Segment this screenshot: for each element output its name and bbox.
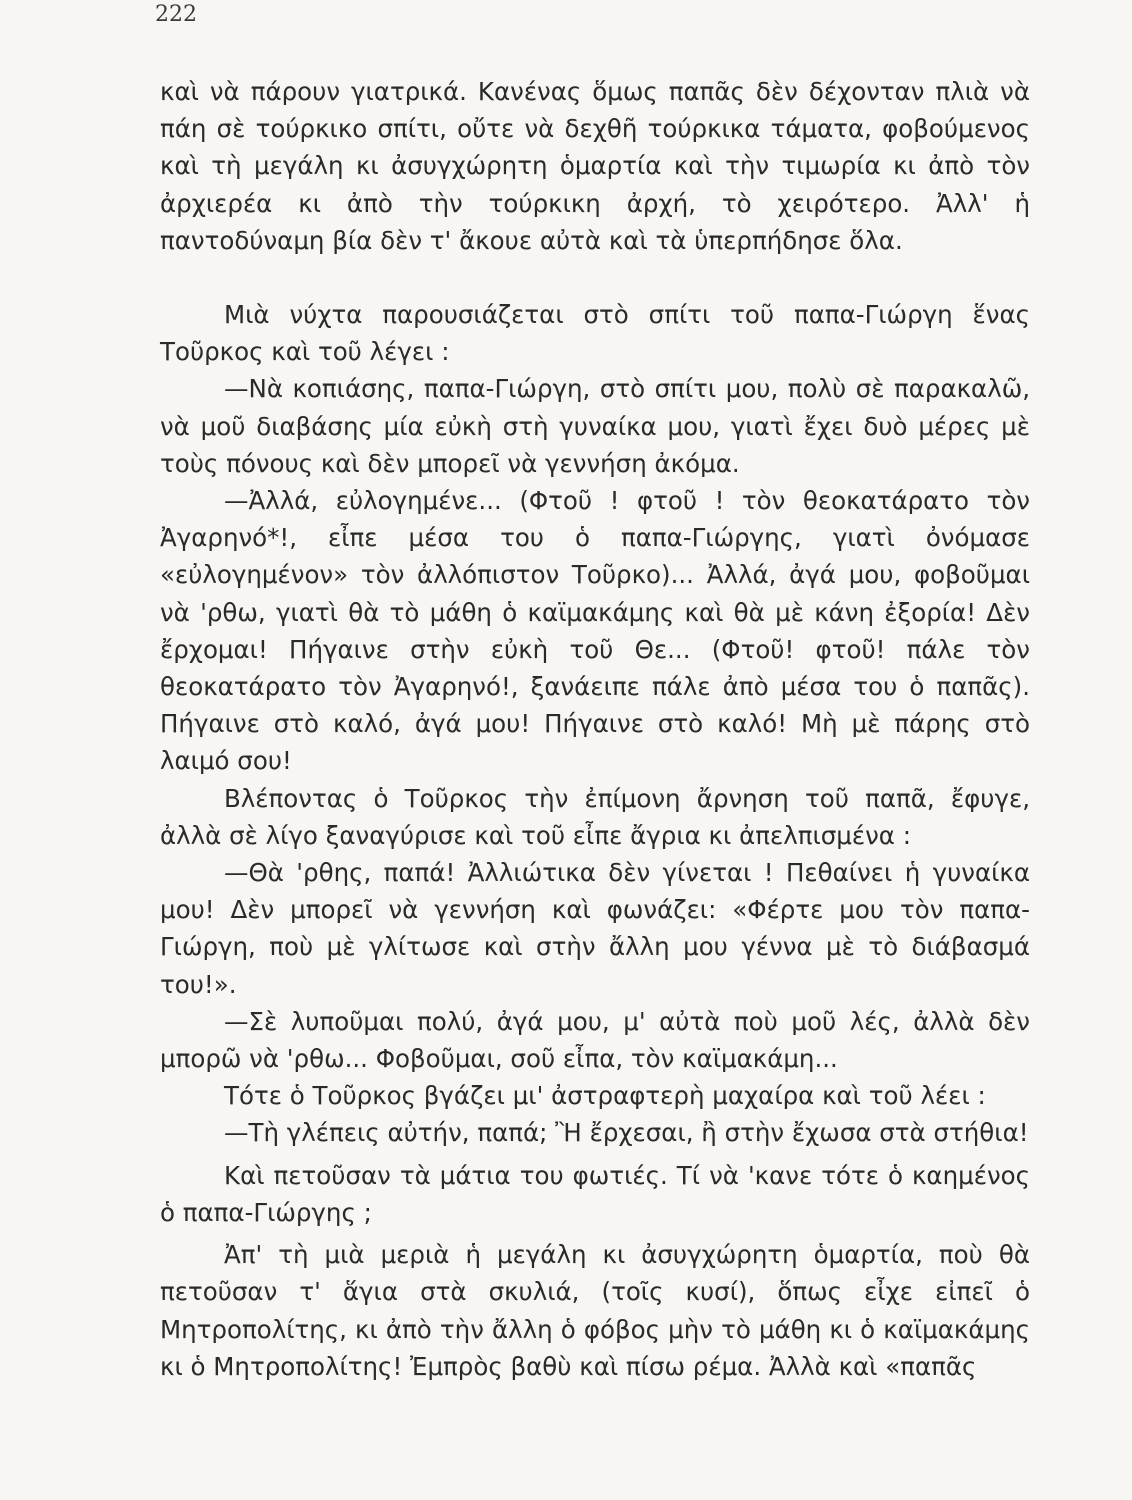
paragraph-5: Βλέποντας ὁ Τοῦρκος τὴν ἐπίμονη ἄρνηση τοῦ παπᾶ, ἔφυγε, ἀλλὰ σὲ λίγο ξαναγύρισε καὶ τοῦ εἶπε ἄγρια κι ἀπελπισμένα : <box>160 783 1030 850</box>
paragraph-6: —Θὰ 'ρθης, παπά! Ἀλλιώτικα δὲν γίνεται ! Πεθαίνει ἡ γυναίκα μου! Δὲν μπορεῖ νὰ γεννήση καὶ φωνάζει: «Φέρτε μου τὸν παπα-Γιώργη, ποὺ μὲ γλίτωσε καὶ στὴν ἄλλη μου γέννα μὲ τὸ διάβασμά του!». <box>160 858 1030 999</box>
paragraph-1: καὶ νὰ πάρουν γιατρικά. Κανένας ὅμως παπᾶς δὲν δέχονταν πλιὰ νὰ πάη σὲ τούρκικο σπίτι, οὔτε νὰ δεχθῆ τούρκικα τάματα, φοβούμενος καὶ τὴ μεγάλη κι ἀσυγχώρητη ὁμαρτία καὶ τὴν τιμωρία κι ἀπὸ τὸν ἀρχιερέα κι ἀπὸ τὴν τούρκικη ἀρχή, τὸ χειρότερο. Ἀλλ' ἡ παντοδύναμη βία δὲν τ' ἄκουε αὐτὰ καὶ τὰ ὑπερπήδησε ὅλα. <box>160 77 1030 255</box>
paragraph-7: —Σὲ λυποῦμαι πολύ, ἀγά μου, μ' αὐτὰ ποὺ μοῦ λές, ἀλλὰ δὲν μπορῶ νὰ 'ρθω... Φοβοῦμαι, σοῦ εἶπα, τὸν καϊμακάμη... <box>160 1006 1030 1074</box>
paragraph-10: Καὶ πετοῦσαν τὰ μάτια του φωτιές. Τί νὰ 'κανε τότε ὁ καημένος ὁ παπα-Γιώργης ; <box>160 1160 1030 1227</box>
paragraph-2: Μιὰ νύχτα παρουσιάζεται στὸ σπίτι τοῦ παπα-Γιώργη ἕνας Τοῦρκος καὶ τοῦ λέγει : <box>160 300 1030 367</box>
paragraph-11: Ἀπ' τὴ μιὰ μεριὰ ἡ μεγάλη κι ἀσυγχώρητη ὁμαρτία, ποὺ θὰ πετοῦσαν τ' ἅγια στὰ σκυλιά, (τοῖς κυσί), ὅπως εἶχε εἰπεῖ ὁ Μητροπολίτης, κι ἀπὸ τὴν ἄλλη ὁ φόβος μὴν τὸ μάθη κι ὁ καϊμακάμης κι ὁ Μητροπολίτης! Ἐμπρὸς βαθὺ καὶ πίσω ρέμα. Ἀλλὰ καὶ «παπᾶς <box>160 1240 1030 1381</box>
paragraph-8: Τότε ὁ Τοῦρκος βγάζει μι' ἀστραφτερὴ μαχαίρα καὶ τοῦ λέει : <box>224 1081 986 1111</box>
paragraph-9: —Τὴ γλέπεις αὐτήν, παπά; Ἢ ἔρχεσαι, ἢ στὴν ἔχωσα στὰ στήθια! <box>224 1118 1029 1148</box>
page-number: 222 <box>155 2 197 27</box>
paragraph-4: —Ἀλλά, εὐλογημένε... (Φτοῦ ! φτοῦ ! τὸν θεοκατάρατο τὸν Ἀγαρηνό*!, εἶπε μέσα του ὁ παπα-Γιώργης, γιατὶ ὀνόμασε «εὐλογημένον» τὸν ἀλλόπιστον Τοῦρκο)... Ἀλλά, ἀγά μου, φοβοῦμαι νὰ 'ρθω, γιατὶ θὰ τὸ μάθη ὁ καϊμακάμης καὶ θὰ μὲ κάνη ἐξορία! Δὲν ἔρχομαι! Πήγαινε στὴν εὐκὴ τοῦ Θε... (Φτοῦ! φτοῦ! πάλε τὸν θεοκατάρατο τὸν Ἀγαρηνό!, ξανάειπε πάλε ἀπὸ μέσα του ὁ παπᾶς). Πήγαινε στὸ καλό, ἀγά μου! Πήγαινε στὸ καλό! Μὴ μὲ πάρης στὸ λαιμό σου! <box>160 486 1030 776</box>
paragraph-3: —Νὰ κοπιάσης, παπα-Γιώργη, στὸ σπίτι μου, πολὺ σὲ παρακαλῶ, νὰ μοῦ διαβάσης μία εὐκὴ στὴ γυναίκα μου, γιατὶ ἔχει δυὸ μέρες μὲ τοὺς πόνους καὶ δὲν μπορεῖ νὰ γεννήση ἀκόμα. <box>160 374 1030 478</box>
body-text <box>160 73 1030 1385</box>
